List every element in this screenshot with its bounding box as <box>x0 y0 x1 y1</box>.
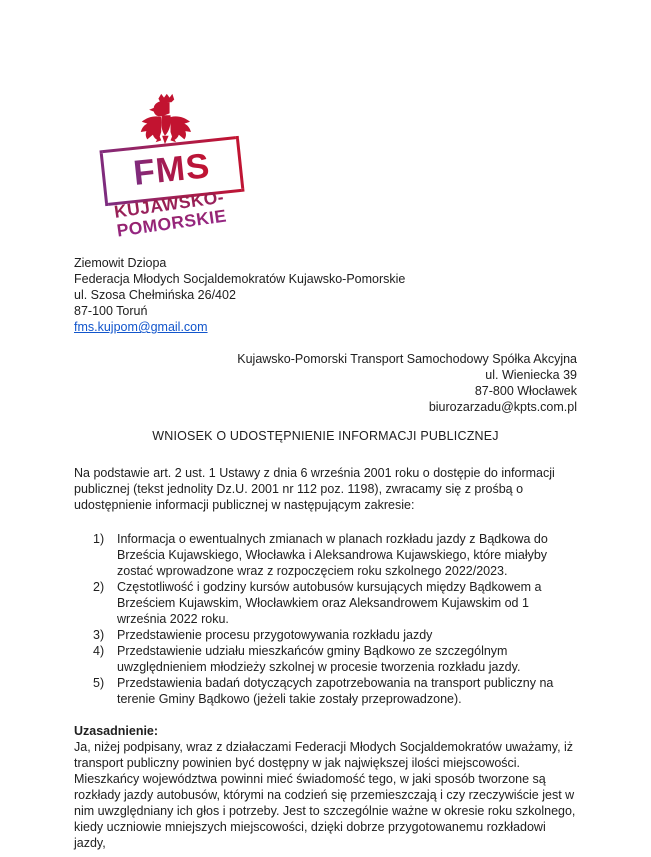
fms-logo-abbr: FMS <box>131 146 213 193</box>
fms-logo-region-line2: POMORSKIE <box>115 205 228 241</box>
request-item: Przedstawienie procesu przygotowywania rozkładu jazdy <box>117 628 433 642</box>
justification-heading: Uzasadnienie: <box>74 724 159 738</box>
sender-block <box>74 255 577 335</box>
recipient-email: biurozarzadu@kpts.com.pl <box>428 400 577 414</box>
intro-paragraph: Na podstawie art. 2 ust. 1 Ustawy z dnia 6 września 2001 roku o dostępie do informacji publicznej (tekst jednolity Dz.U. 2001 nr 112 poz. 1198), zwracamy się z prośbą o udostępnienie informacji publicznej w następującym zakresie: <box>74 466 555 512</box>
request-list <box>74 531 577 707</box>
fms-logo-region-line1: KUJAWSKO- <box>112 186 226 222</box>
request-item: Przedstawienie udziału mieszkańców gminy Bądkowo ze szczególnym uwzględnieniem młodzieży szkolnej w procesie tworzenia rozkładu jazdy. <box>117 644 521 674</box>
sender-email-link[interactable]: fms.kujpom@gmail.com <box>74 320 208 334</box>
fms-logo <box>0 0 300 260</box>
request-item: Częstotliwość i godziny kursów autobusów kursujących między Bądkowem a Brześciem Kujawskim, Włocławkiem oraz Aleksandrowem Kujawskim od 1 września 2022 roku. <box>117 580 542 626</box>
recipient-street: ul. Wieniecka 39 <box>485 368 577 382</box>
recipient-city: 87-800 Włocławek <box>474 384 577 398</box>
sender-street: ul. Szosa Chełmińska 26/402 <box>74 288 236 302</box>
recipient-company: Kujawsko-Pomorski Transport Samochodowy Spółka Akcyjna <box>237 352 577 366</box>
justification-paragraph: Ja, niżej podpisany, wraz z działaczami Federacji Młodych Socjaldemokratów uważamy, iż transport publiczny powinien być dostępny w jak największej ilości miejscowości. Mieszkańcy województwa powinni mieć świadomość tego, w jaki sposób tworzone są rozkłady jazdy autobusów, którymi na codzień się przemieszczają i czy rzeczywiście jest w nim uwzględniany ich głos i potrzeby. Jest to szczególnie ważne w okresie roku szkolnego, kiedy uczniowie mniejszych miejscowości, dzięki dobrze przygotowanemu rozkładowi jazdy, <box>74 740 576 850</box>
request-item: Przedstawienia badań dotyczących zapotrzebowania na transport publiczny na terenie Gminy Bądkowo (jeżeli takie zostały przeprowadzone). <box>117 676 554 706</box>
sender-organization: Federacja Młodych Socjaldemokratów Kujawsko-Pomorskie <box>74 272 406 286</box>
document-title: WNIOSEK O UDOSTĘPNIENIE INFORMACJI PUBLICZNEJ <box>152 429 499 443</box>
sender-city: 87-100 Toruń <box>74 304 148 318</box>
recipient-block <box>74 351 577 415</box>
polish-eagle-icon <box>136 93 192 145</box>
document-content <box>0 255 651 851</box>
request-item: Informacja o ewentualnych zmianach w planach rozkładu jazdy z Bądkowa do Brześcia Kujawskiego, Włocławka i Aleksandrowa Kujawskiego, które miałyby zostać wprowadzone wraz z rozpoczęciem roku szkolnego 2022/2023. <box>117 532 548 578</box>
sender-name: Ziemowit Dziopa <box>74 256 167 270</box>
